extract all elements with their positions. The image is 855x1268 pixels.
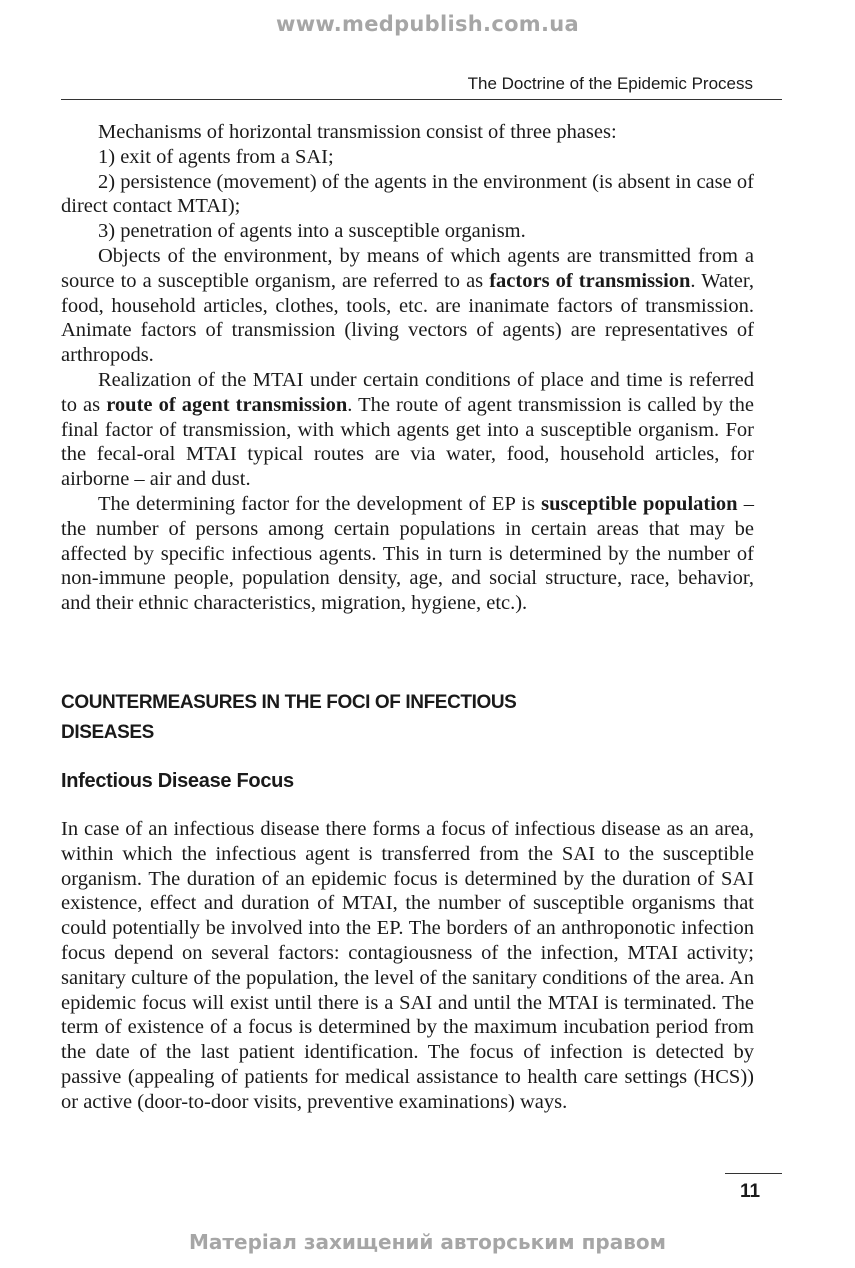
text-run: Objects of the environment, by means of which agents are transmitted from a source to a susceptible organism, are referred to as <box>61 244 754 292</box>
section-heading <box>61 688 781 748</box>
paragraph <box>61 492 754 616</box>
subsection-heading: Infectious Disease Focus <box>61 770 294 792</box>
text-run: Realization of the MTAI under certain conditions of place and time is referred to as <box>61 368 754 416</box>
section-heading-line: DISEASES <box>61 722 154 743</box>
footer-rule <box>725 1173 782 1174</box>
paragraph: Mechanisms of horizontal transmission consist of three phases: <box>98 121 617 143</box>
header-rule <box>61 99 782 100</box>
running-head: The Doctrine of the Epidemic Process <box>467 74 753 93</box>
section-body-1 <box>61 120 754 616</box>
bold-term: route of agent transmission <box>106 393 348 416</box>
bold-term: factors of transmission <box>489 269 691 292</box>
list-item: 3) penetration of agents into a susceptible organism. <box>98 220 526 243</box>
list-item: 2) persistence (movement) of the agents in the environment (is absent in case of direct contact MTAI); <box>61 170 754 218</box>
text-run: . Water, food, household articles, clothes, tools, etc. are inanimate factors of transmission. Animate factors of transmission (living vectors of agents) are representatives of arthropods. <box>61 269 754 367</box>
section-body-2 <box>61 817 754 1115</box>
text-run: . The route of agent transmission is called by the final factor of transmission, with which agents get into a susceptible organism. For the fecal-oral MTAI typical routes are via water, food, household articles, for airborne – air and dust. <box>61 393 754 491</box>
section-heading-line: COUNTERMEASURES IN THE FOCI OF INFECTIOUS <box>61 692 517 713</box>
text-run: – the number of persons among certain populations in certain areas that may be affected by specific infectious agents. This in turn is determined by the number of non-immune people, population density, age, and social structure, race, behavior, and their ethnic characteristics, migration, hygiene, etc.). <box>61 492 755 615</box>
paragraph <box>61 368 754 492</box>
paragraph <box>61 244 754 368</box>
watermark-url: www.medpublish.com.ua <box>276 12 579 36</box>
bold-term: susceptible population <box>541 492 738 515</box>
watermark-copyright: Матеріал захищений авторським правом <box>189 1230 666 1254</box>
list-item: 1) exit of agents from a SAI; <box>98 145 334 168</box>
page-number: 11 <box>739 1181 761 1202</box>
text-run: The determining factor for the development of EP is <box>98 492 542 515</box>
paragraph: In case of an infectious disease there forms a focus of infectious disease as an area, within which the infectious agent is transferred from the SAI to the susceptible organism. The duration of an epidemic focus is determined by the duration of SAI existence, effect and duration of MTAI, the number of susceptible organisms that could potentially be involved into the EP. The borders of an anthroponotic infection focus depend on several factors: contagiousness of the infection, MTAI activity; sanitary culture of the population, the level of the sanitary conditions of the area. An epidemic focus will exist until there is a SAI and until the MTAI is terminated. The term of existence of a focus is determined by the maximum incubation period from the date of the last patient identification. The focus of infection is detected by passive (appealing of patients for medical assistance to health care settings (HCS)) or active (door-to-door visits, preventive examinations) ways. <box>61 818 754 1113</box>
